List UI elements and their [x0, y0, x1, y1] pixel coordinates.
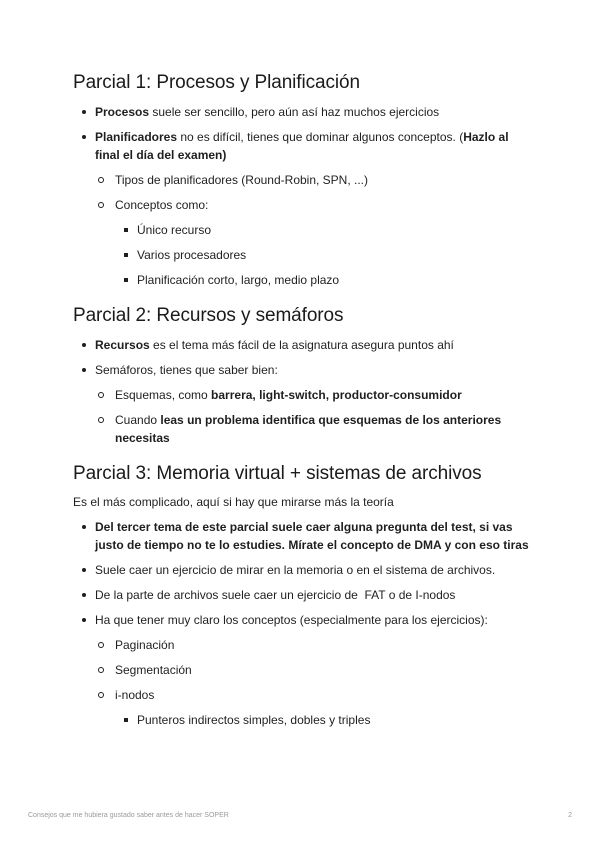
section-parcial-3 [73, 461, 533, 729]
list-item [73, 361, 533, 447]
footer-text: Consejos que me hubiera gustado saber antes de hacer SOPER [28, 812, 229, 819]
disc-bullet-icon [73, 128, 95, 146]
item-text: Cuando [115, 413, 161, 427]
item-text: Tipos de planificadores (Round-Robin, SPN, ...) [115, 173, 369, 187]
circle-bullet-icon [95, 386, 117, 404]
bold-term: Procesos [95, 105, 150, 119]
circle-bullet-icon [95, 411, 117, 429]
list-item [115, 246, 533, 264]
item-text: Punteros indirectos simples, dobles y triples [137, 713, 371, 727]
section-parcial-1 [73, 70, 533, 289]
square-bullet-icon [115, 246, 137, 264]
disc-bullet-icon [73, 586, 95, 604]
list-item [73, 103, 533, 121]
list-item [95, 386, 533, 404]
section-heading: Parcial 1: Procesos y Planificación [73, 72, 360, 93]
disc-bullet-icon [73, 361, 95, 379]
square-bullet-icon [115, 271, 137, 289]
item-text: es el tema más fácil de la asignatura asegura puntos ahí [149, 338, 454, 352]
list-item [115, 221, 533, 239]
item-text: Conceptos como: [115, 198, 209, 212]
list-item [73, 611, 533, 729]
square-bullet-icon [115, 221, 137, 239]
item-text: Suele caer un ejercicio de mirar en la memoria o en el sistema de archivos. [95, 563, 496, 577]
disc-bullet-icon [73, 518, 95, 536]
section-heading: Parcial 2: Recursos y semáforos [73, 305, 344, 326]
bold-note: Del tercer tema de este parcial suele caer alguna pregunta del test, si vas justo de tiempo no te lo estudies. Mírate el concepto de DMA y con eso tiras [95, 520, 529, 552]
circle-bullet-icon [95, 661, 117, 679]
item-text: Varios procesadores [137, 248, 247, 262]
list-item [73, 586, 533, 604]
list-item [73, 518, 533, 554]
page-content [73, 70, 533, 729]
page-footer [28, 812, 572, 819]
bold-term: barrera, light-switch, productor-consumidor [211, 388, 462, 402]
list-item [95, 661, 533, 679]
list-item [115, 271, 533, 289]
item-text: Segmentación [115, 663, 192, 677]
section-heading: Parcial 3: Memoria virtual + sistemas de archivos [73, 463, 482, 484]
item-text: suele ser sencillo, pero aún así haz muchos ejercicios [149, 105, 440, 119]
disc-bullet-icon [73, 611, 95, 629]
list-item [73, 336, 533, 354]
page-number: 2 [568, 812, 572, 819]
square-bullet-icon [115, 711, 137, 729]
circle-bullet-icon [95, 171, 117, 189]
list-item [95, 636, 533, 654]
section-intro: Es el más complicado, aquí si hay que mirarse más la teoría [73, 495, 394, 509]
bold-term: Planificadores [95, 130, 178, 144]
item-text: Planificación corto, largo, medio plazo [137, 273, 340, 287]
list-item [73, 128, 533, 289]
item-text: Ha que tener muy claro los conceptos (especialmente para los ejercicios): [95, 613, 488, 627]
bold-term: Recursos [95, 338, 150, 352]
circle-bullet-icon [95, 686, 117, 704]
circle-bullet-icon [95, 636, 117, 654]
item-text: Semáforos, tienes que saber bien: [95, 363, 278, 377]
bold-term: leas un problema identifica que esquemas de los anteriores necesitas [115, 413, 502, 445]
disc-bullet-icon [73, 103, 95, 121]
list-item [95, 171, 533, 189]
circle-bullet-icon [95, 196, 117, 214]
list-item [95, 411, 533, 447]
list-item [73, 561, 533, 579]
item-text: De la parte de archivos suele caer un ejercicio de FAT o de I-nodos [95, 588, 456, 602]
list-item [115, 711, 533, 729]
disc-bullet-icon [73, 561, 95, 579]
item-text: Único recurso [137, 223, 212, 237]
bold-note: Hazlo al final el día del examen) [95, 130, 509, 162]
item-text: Paginación [115, 638, 175, 652]
item-text: Esquemas, como [115, 388, 212, 402]
section-parcial-2 [73, 303, 533, 447]
item-text: no es difícil, tienes que dominar algunos conceptos. ( [177, 130, 464, 144]
disc-bullet-icon [73, 336, 95, 354]
list-item [95, 196, 533, 289]
list-item [95, 686, 533, 729]
item-text: i-nodos [115, 688, 155, 702]
